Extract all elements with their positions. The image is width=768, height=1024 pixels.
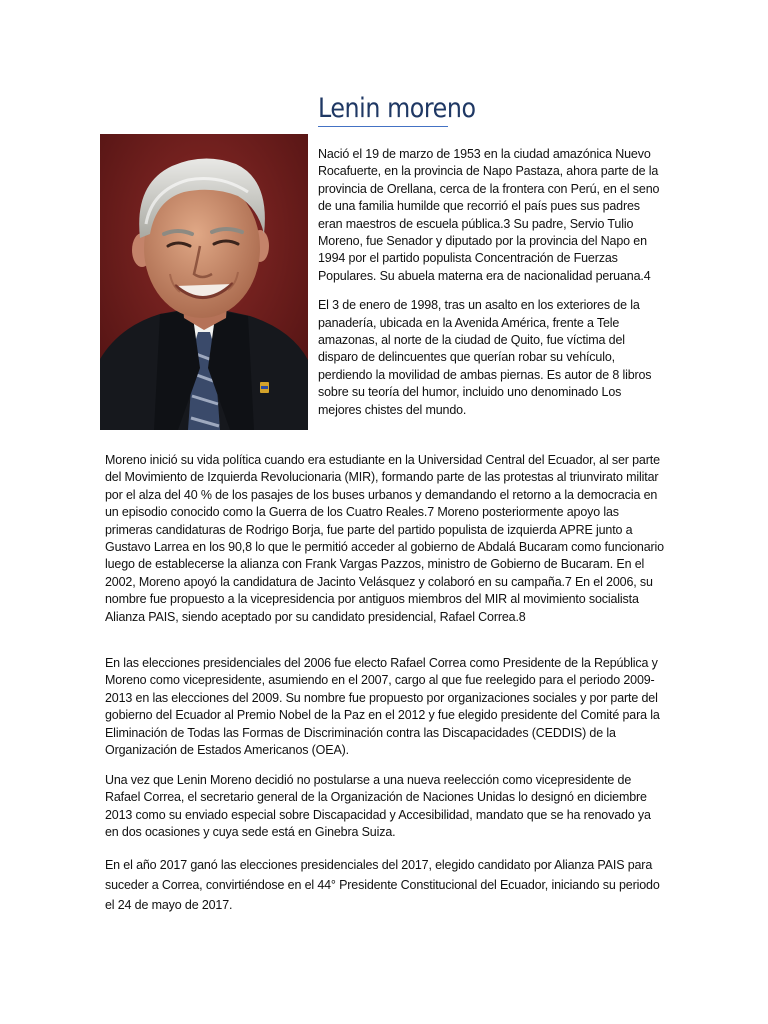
body-section-vicepresidency [105, 655, 665, 759]
body-section-presidency [105, 855, 665, 915]
paragraph-6: En el año 2017 ganó las elecciones presidenciales del 2017, elegido candidato por Alianza PAIS para suceder a Correa, convirtiéndose en el 44° Presidente Constitucional del Ecuador, iniciando su periodo el 24 de mayo de 2017. [105, 858, 660, 912]
portrait-photo [100, 134, 308, 430]
paragraph-1: Nació el 19 de marzo de 1953 en la ciudad amazónica Nuevo Rocafuerte, en la provincia de Napo Pastaza, ahora parte de la provincia de Orellana, cerca de la frontera con Perú, en el seno de una familia humilde que recorrió el país pues sus padres eran maestros de escuela pública.3 Su padre, Servio Tulio Moreno, fue Senador y diputado por la provincia del Napo en 1994 por el partido populista Concentración de Fuerzas Populares. Su abuela materna era de nacionalidad peruana.4 [318, 147, 660, 283]
page-title: Lenin moreno [318, 93, 476, 124]
title-underline [318, 126, 448, 127]
paragraph-2: El 3 de enero de 1998, tras un asalto en los exteriores de la panadería, ubicada en la Avenida América, frente a Tele amazonas, al norte de la ciudad de Quito, fue víctima del disparo de delincuentes que querían robar su vehículo, perdiendo la movilidad de ambas piernas. Es autor de 8 libros sobre su teoría del humor, incluido uno denominado Los mejores chistes del mundo. [318, 298, 652, 417]
portrait-illustration [100, 134, 308, 430]
paragraph-5: Una vez que Lenin Moreno decidió no postularse a una nueva reelección como vicepresidente de Rafael Correa, el secretario general de la Organización de Naciones Unidas lo designó en diciembre 2013 como su enviado especial sobre Discapacidad y Accesibilidad, mandato que se ha renovado ya en dos ocasiones y cuya sede está en Ginebra Suiza. [105, 773, 651, 840]
body-section-politics [105, 452, 665, 626]
body-section-un-envoy [105, 772, 665, 842]
paragraph-4: En las elecciones presidenciales del 2006 fue electo Rafael Correa como Presidente de la República y Moreno como vicepresidente, asumiendo en el 2007, cargo al que fue reelegido para el periodo 2009-2013 en las elecciones del 2009. Su nombre fue propuesto por organizaciones sociales y por parte del gobierno del Ecuador al Premio Nobel de la Paz en el 2012 y fue elegido presidente del Comité para la Eliminación de Todas las Formas de Discriminación contra las Discapacidades (CEDDIS) de la Organización de Estados Americanos (OEA). [105, 656, 660, 758]
paragraph-3: Moreno inició su vida política cuando era estudiante en la Universidad Central del Ecuador, al ser parte del Movimiento de Izquierda Revolucionaria (MIR), formando parte de las protestas al triunvirato militar por el alza del 40 % de los pasajes de los buses urbanos y demandando el retorno a la democracia en un episodio conocido como la Guerra de los Cuatro Reales.7 Moreno posteriormente apoyo las primeras candidaturas de Rodrigo Borja, fue parte del partido populista de izquierda APRE junto a Gustavo Larrea en los 90,8 lo que le permitió acceder al gobierno de Abdalá Bucaram como funcionario luego de establecerse la alianza con Frank Vargas Pazzos, ministro de Gobierno de Bucaram. En el 2002, Moreno apoyó la candidatura de Jacinto Velásquez y colaboró en su campaña.7 En el 2006, su nombre fue propuesto a la vicepresidencia por antiguos miembros del MIR al movimiento socialista Alianza PAIS, siendo aceptado por su candidato presidencial, Rafael Correa.8 [105, 453, 664, 624]
intro-text [318, 146, 663, 419]
